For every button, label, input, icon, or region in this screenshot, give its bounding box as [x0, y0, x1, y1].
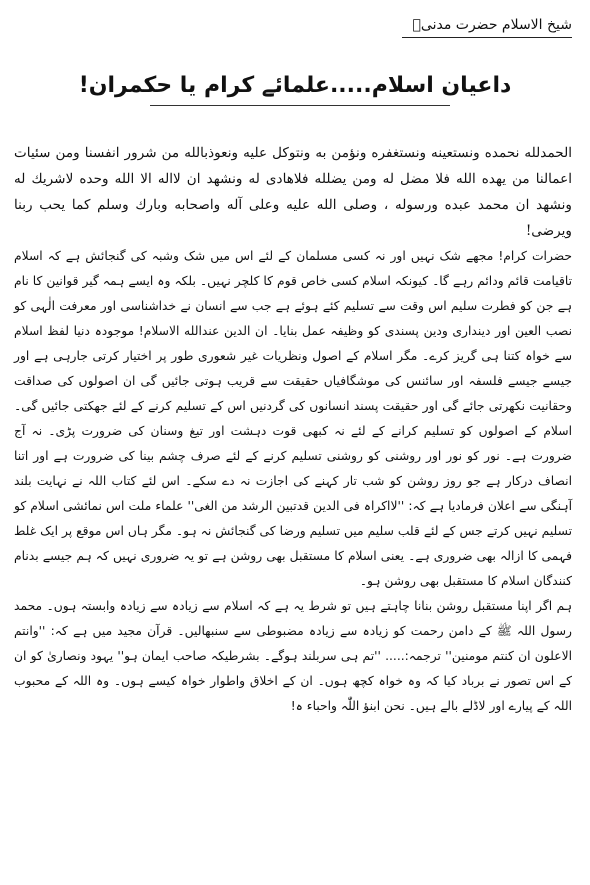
- article-body: [14, 140, 572, 719]
- article-title: داعیان اسلام.....علمائے کرام یا حکمران!: [78, 73, 512, 98]
- header-author-label: شیخ الاسلام حضرت مدنیؒ: [412, 17, 572, 33]
- page-header: [402, 16, 572, 38]
- title-underline: [150, 105, 450, 106]
- paragraph-closing: ہم اگر اپنا مستقبل روشن بنانا چاہتے ہیں تو شرط یہ ہے کہ اسلام سے زیادہ سے زیادہ وابستہ ہوں۔ محمد رسول اللہ ﷺ کے دامن رحمت کو زیادہ سے زیادہ مضبوطی سے سنبھالیں۔ قرآن مجید میں ہے کہ: ''وانتم الاعلون ان کنتم مومنین'' ترجمہ:..... ''تم ہی سربلند ہوگے۔ بشرطیکہ صاحب ایمان ہو'' یہود ونصاریٰ کو ان کے اس تصور نے برباد کیا کہ وہ خواہ کچھ ہوں۔ ان کے اخلاق واطوار خواہ کیسے ہوں۔ وہ اللہ کے محبوب اللہ کے پیارے اور لاڈلے بالے ہیں۔ نحن ابنؤ اللّٰہ واحباء ہ!: [14, 599, 572, 713]
- paragraph-opening-arabic: الحمدلله نحمده ونستعينه ونستغفره ونؤمن به ونتوكل عليه ونعوذبالله من شرور انفسنا ومن سئيات اعمالنا من يهده الله فلا مضل له ومن يضلله فلاهادى له ونشهد ان لااله الا الله وحده لاشريك له ونشهد ان محمد عبده ورسوله ، وصلى الله عليه وعلى آله واصحابه وبارك وسلم كما يحب ربنا ويرضى!: [14, 145, 572, 239]
- header-rule: [402, 37, 572, 38]
- paragraph-main: حضرات کرام! مجھے شک نہیں اور نہ کسی مسلمان کے لئے اس میں شک وشبہ کی گنجائش ہے کہ اسلام تاقیامت قائم ودائم رہے گا۔ کیونکہ اسلام کسی خاص قوم کا کلچر نہیں۔ بلکہ وہ ایسے ہمہ گیر قوانین کا نام ہے جن کو فطرت سلیم اس وقت سے تسلیم کئے ہوئے ہے جب سے انسان نے خداشناسی اور معرفت الٰہی کو نصب العین اور دینداری ودین پسندی کو وظیفہ عمل بنایا۔ ان الدین عندالله الاسلام! موجودہ دنیا لفظ اسلام سے خواہ کتنا ہی گریز کرے۔ مگر اسلام کے اصول ونظریات غیر شعوری طور پر اختیار کرتی جارہی ہے اور جیسے جیسے فلسفہ اور سائنس کی موشگافیاں حقیقت سے قریب ہوتی جائیں گی ان اصولوں کی صداقت وحقانیت نکھرتی جائے گی اور حقیقت پسند انسانوں کی گردنیں اس کے تسلیم کرنے کے لئے جھکتی جائیں گی۔ اسلام کے اصولوں کو تسلیم کرانے کے لئے نہ کبھی قوت دہشت اور تیغ وسنان کی ضرورت پڑی۔ نہ آج ضرورت ہے۔ نور کو نور اور روشنی کو روشنی تسلیم کرنے کے لئے صرف چشم بینا کی ضرورت ہے اور اتنا انصاف درکار ہے جو روز روشن کو شب تار کہنے کی اجازت نہ دے سکے۔ اس لئے کتاب اللہ نے نہایت بلند آہنگی سے اعلان فرمادیا ہے کہ: ''لااکراہ فی الدین قدتبین الرشد من الغی'' علماء ملت اس نمائشی اسلام کو تسلیم نہیں کرتے جس کے لئے قلب سلیم میں تسلیم ورضا کی گنجائش نہ ہو۔ مگر ہاں اس موقع پر ایک غلط فہمی کا ازالہ بھی ضروری ہے۔ یعنی اسلام کا مستقبل بھی روشن ہے تو یہ ضروری نہیں کہ ہم جیسے بدنام کنندگان اسلام کا مستقبل بھی روشن ہو۔: [14, 249, 572, 588]
